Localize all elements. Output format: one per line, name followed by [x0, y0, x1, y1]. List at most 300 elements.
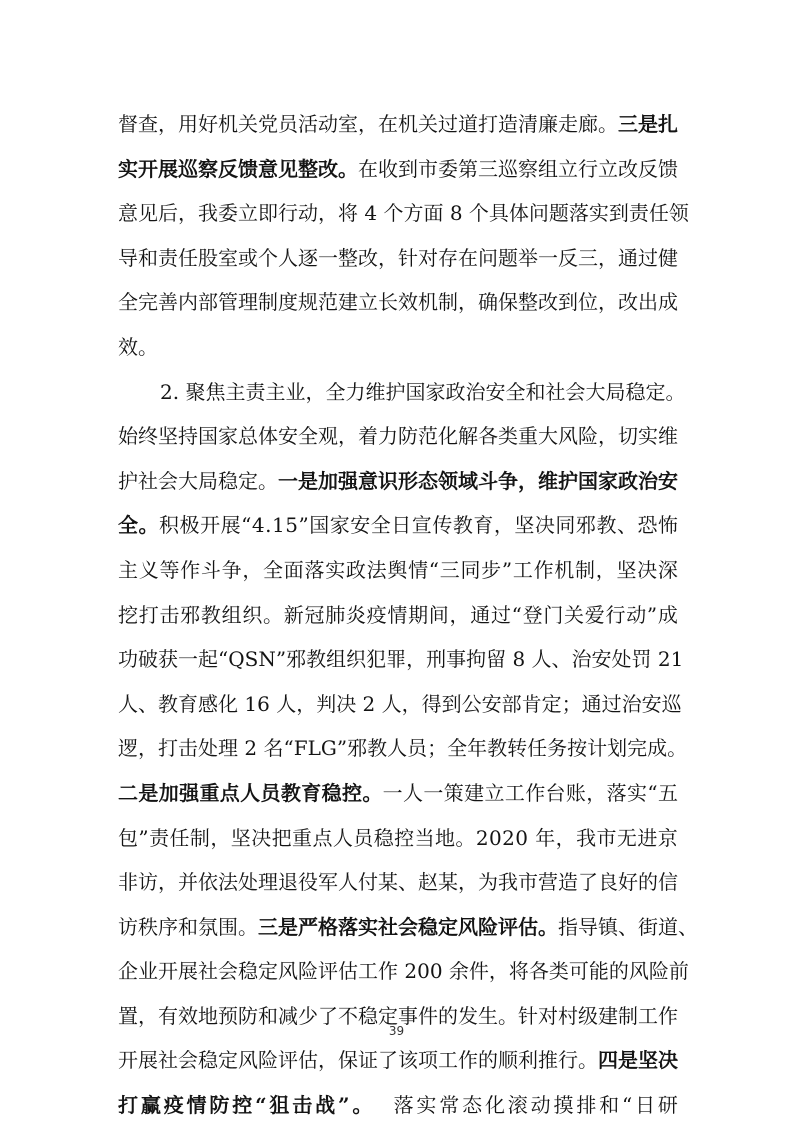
text-char: 并 [178, 870, 198, 895]
text-char: 。 [138, 513, 159, 538]
text-char: 顺 [498, 1048, 518, 1073]
text-char: 维 [538, 468, 558, 493]
text-line [118, 593, 678, 638]
text-char: 开 [158, 959, 178, 984]
text-char: 加 [318, 468, 338, 493]
text-char: 改 [538, 290, 558, 315]
text-char: 作 [533, 557, 554, 582]
text-char: 焦 [205, 379, 226, 404]
text-char: 估 [338, 959, 358, 984]
text-char: 立 [484, 780, 505, 805]
text-char: 大 [538, 424, 558, 449]
text-char: 定 [378, 1003, 398, 1028]
text-char: 2 [244, 736, 258, 761]
text-char: 破 [138, 647, 158, 672]
text-char: 建 [464, 780, 485, 805]
text-char: 改 [318, 156, 338, 181]
text-char: 实 [358, 914, 378, 939]
text-char: ” [275, 647, 287, 672]
text-char: 动 [318, 112, 338, 136]
text-char: 情 [387, 602, 408, 627]
text-char: 用 [178, 112, 198, 136]
text-char: 展 [220, 513, 241, 538]
text-line [118, 325, 678, 370]
text-char: 各 [528, 959, 549, 984]
text-char: 法 [366, 557, 387, 582]
text-char: N [258, 647, 276, 672]
page-number: 39 [388, 1024, 405, 1038]
text-char: 人 [332, 825, 353, 850]
text-char: 立 [238, 201, 258, 226]
text-char: 定 [645, 379, 666, 404]
text-char: “ [283, 736, 294, 761]
text-char: 委 [218, 201, 238, 226]
text-char: 新 [283, 602, 304, 627]
text-char: 人 [338, 870, 358, 895]
text-char: 是 [298, 468, 318, 493]
text-char: 关 [418, 112, 438, 136]
text-char: 坚 [514, 513, 535, 538]
text-char: 立 [358, 290, 378, 315]
text-char: 三 [478, 156, 498, 181]
text-char: 险 [648, 959, 669, 984]
text-char: 我 [198, 201, 218, 226]
text-char: 留 [486, 647, 507, 672]
text-char: 、 [398, 870, 418, 895]
text-char: 全 [118, 290, 138, 315]
text-char: 强 [179, 780, 200, 805]
text-char: 定 [438, 914, 458, 939]
text-char: 过 [438, 112, 458, 136]
text-char: 工 [638, 1003, 658, 1028]
text-char: “ [241, 513, 252, 538]
text-char: ” [501, 557, 513, 582]
text-char: 局 [605, 379, 626, 404]
text-char: 按 [567, 736, 588, 761]
text-char: 研 [657, 1093, 678, 1118]
text-char: 机 [398, 112, 418, 136]
text-char: 开 [138, 156, 158, 181]
text-char: 问 [478, 245, 498, 270]
text-char: 馈 [658, 156, 678, 181]
text-char: 同 [555, 513, 576, 538]
text-char: 机 [418, 290, 438, 315]
text-char: 的 [608, 959, 629, 984]
text-char: ， [493, 513, 514, 538]
text-char: ， [210, 825, 231, 850]
text-char: 社 [378, 914, 398, 939]
text-char: 行 [558, 1048, 578, 1073]
text-char: 各 [478, 424, 498, 449]
text-char: 安 [591, 647, 612, 672]
text-char: 管 [218, 290, 238, 315]
text-char: 委 [438, 156, 458, 181]
text-char: “ [622, 1093, 633, 1118]
text-char: 将 [338, 201, 358, 226]
text-char [384, 1083, 390, 1128]
text-char: ， [318, 1048, 338, 1073]
text-char: 良 [598, 870, 618, 895]
text-char: ， [458, 870, 478, 895]
text-char: 情 [408, 557, 429, 582]
text-char: 2 [475, 825, 489, 850]
text-char: 治 [571, 647, 592, 672]
text-char: 风 [278, 959, 298, 984]
text-char: 化 [218, 691, 238, 716]
text-char: ， [158, 870, 178, 895]
text-char: 定 [238, 468, 258, 493]
text-char: 利 [518, 1048, 538, 1073]
text-char: ， [598, 424, 618, 449]
text-char: 和 [178, 914, 198, 939]
text-char: 访 [118, 914, 138, 939]
text-char: 斗 [478, 468, 498, 493]
text-char: 街 [638, 914, 658, 939]
text-char: 大 [178, 468, 198, 493]
text-char: 人 [403, 780, 424, 805]
text-char: 国 [578, 468, 598, 493]
text-char: 定 [541, 691, 562, 716]
text-char: 巡 [178, 156, 198, 181]
text-char: 、 [138, 691, 158, 716]
text-char: 国 [309, 513, 330, 538]
body-text [118, 102, 698, 1128]
text-char: 的 [478, 1048, 498, 1073]
text-char: 恐 [637, 513, 658, 538]
text-char: “ [255, 1093, 267, 1118]
text-char: ， [296, 691, 317, 716]
text-char: 家 [598, 468, 618, 493]
text-char: 作 [458, 1048, 478, 1073]
text-char: 查 [138, 112, 158, 136]
text-char: 某 [438, 870, 458, 895]
text-char: 宣 [411, 513, 432, 538]
text-char: 好 [198, 112, 218, 136]
text-char: ， [595, 557, 616, 582]
text-char: 。 [598, 112, 618, 136]
text-line [118, 771, 678, 816]
text-char: 义 [138, 557, 159, 582]
text-char: 具 [488, 201, 509, 226]
text-char: 落 [338, 914, 358, 939]
text-char: 改 [618, 290, 638, 315]
text-char: 。 [667, 736, 688, 761]
text-char: 意 [358, 468, 378, 493]
text-char: 邪 [180, 602, 201, 627]
text-line [118, 102, 678, 147]
text-char: 业 [285, 379, 306, 404]
text-char: 织 [346, 647, 367, 672]
text-char: 稳 [238, 959, 258, 984]
text-char: 导 [118, 245, 138, 270]
text-char: 工 [504, 780, 525, 805]
text-char: 机 [218, 112, 238, 136]
text-char: 事 [446, 647, 467, 672]
text-char: 完 [627, 736, 648, 761]
text-char: 争 [498, 468, 518, 493]
text-char: 员 [407, 736, 428, 761]
text-char: 步 [481, 557, 502, 582]
text-char: 我 [498, 870, 518, 895]
text-line [118, 905, 698, 950]
text-line [118, 949, 689, 994]
text-char: 险 [258, 1048, 278, 1073]
text-char: 估 [518, 914, 538, 939]
text-char: 防 [238, 1003, 258, 1028]
text-char: 、 [551, 647, 572, 672]
text-char: 年 [467, 736, 488, 761]
text-char: 聚 [185, 379, 206, 404]
text-char: 育 [178, 691, 198, 716]
text-char: 察 [518, 156, 538, 181]
text-char: 0 [488, 825, 502, 850]
text-char: 通 [470, 602, 491, 627]
text-char: 造 [558, 870, 578, 895]
text-char: 当 [414, 825, 435, 850]
text-char: 实 [118, 156, 138, 181]
text-char: 建 [338, 290, 358, 315]
text-char: 拘 [466, 647, 487, 672]
text-char: 排 [576, 1093, 597, 1118]
text-char: 防 [209, 1093, 230, 1118]
text-char: 导 [578, 914, 598, 939]
text-char: 赢 [140, 1093, 161, 1118]
text-char: 判 [316, 691, 337, 716]
text-char: 后 [158, 201, 178, 226]
text-char: 2 [404, 959, 418, 984]
text-char: 一 [278, 468, 298, 493]
text-char: 会 [178, 1048, 198, 1073]
text-char: 安 [485, 379, 506, 404]
text-char: 理 [258, 870, 278, 895]
text-char: 0 [429, 959, 443, 984]
text-char: 解 [458, 424, 478, 449]
text-line [118, 280, 678, 325]
text-char: 事 [398, 1003, 418, 1028]
text-char: 部 [501, 691, 522, 716]
text-char: 爱 [584, 602, 605, 627]
text-char: 通 [618, 245, 638, 270]
text-char: 击 [292, 1093, 313, 1118]
text-char: 治 [638, 468, 658, 493]
text-char: 整 [518, 290, 538, 315]
text-char: 务 [547, 736, 568, 761]
text-line [118, 370, 686, 415]
text-char: 获 [158, 647, 178, 672]
text-char: 教 [306, 647, 327, 672]
text-char: 家 [218, 424, 238, 449]
text-char: “ [218, 647, 229, 672]
text-char: ” [336, 736, 348, 761]
text-char: 作 [378, 959, 398, 984]
text-char: 终 [138, 424, 158, 449]
text-char: 氛 [198, 914, 218, 939]
text-char: 怖 [657, 513, 678, 538]
text-char: “ [511, 602, 522, 627]
text-char: 切 [618, 424, 638, 449]
text-char: 织 [242, 602, 263, 627]
text-char: 教 [280, 780, 301, 805]
text-char [528, 816, 534, 861]
text-char: 等 [159, 557, 180, 582]
text-char: 造 [498, 112, 518, 136]
text-char: F [293, 736, 308, 761]
text-char: 国 [405, 379, 426, 404]
text-char: 。 [362, 780, 383, 805]
text-char: 市 [418, 156, 438, 181]
text-char: 。 [338, 156, 358, 181]
text-char: 家 [329, 513, 350, 538]
text-char: 评 [278, 1048, 298, 1073]
text-char: 登 [522, 602, 543, 627]
text-char: 风 [458, 914, 478, 939]
text-char: 前 [668, 959, 689, 984]
text-char: 政 [445, 379, 466, 404]
text-line [118, 1083, 678, 1128]
text-char: 组 [221, 602, 242, 627]
text-char: 到 [608, 201, 629, 226]
text-char: 人 [531, 647, 552, 672]
text-char: 全 [370, 513, 391, 538]
text-char: 三 [439, 557, 460, 582]
text-char: 主 [265, 379, 286, 404]
text-char: 工 [438, 1048, 458, 1073]
text-char: 人 [278, 245, 298, 270]
text-char: 扎 [658, 112, 678, 136]
text-line [118, 503, 678, 548]
text-char: 题 [498, 245, 518, 270]
text-char: 我 [576, 825, 597, 850]
text-char: ” [646, 602, 658, 627]
text-char: 举 [518, 245, 538, 270]
text-char: 针 [398, 245, 418, 270]
text-char: 了 [578, 870, 598, 895]
text-char: Q [228, 647, 245, 672]
text-char: 。 [263, 602, 284, 627]
text-char: 员 [278, 112, 298, 136]
text-char: 市 [596, 825, 617, 850]
text-char: 决 [251, 825, 272, 850]
text-char: 稳 [198, 1048, 218, 1073]
text-char: 工 [512, 557, 533, 582]
text-char: 是 [638, 112, 658, 136]
text-char: ， [458, 290, 478, 315]
text-char: 京 [657, 825, 678, 850]
text-char: 体 [508, 201, 529, 226]
text-char: 6 [257, 691, 270, 716]
text-char: 格 [318, 914, 338, 939]
text-char: 范 [318, 290, 338, 315]
text-char: 地 [434, 825, 455, 850]
text-char: 风 [558, 424, 578, 449]
text-char: 护 [118, 468, 138, 493]
text-char: 走 [558, 112, 578, 136]
text-char: 落 [393, 1093, 414, 1118]
text-char: 转 [507, 736, 528, 761]
text-char: 任 [527, 736, 548, 761]
text-char: 政 [618, 468, 638, 493]
text-char: 落 [568, 201, 589, 226]
text-char: 巡 [498, 156, 518, 181]
text-char: 稳 [218, 468, 238, 493]
text-char: 家 [425, 379, 446, 404]
text-char: 方 [403, 201, 424, 226]
text-char: 全 [263, 557, 284, 582]
text-char: 制 [618, 1003, 638, 1028]
text-char: 击 [159, 602, 180, 627]
text-char: 和 [138, 245, 158, 270]
text-char: 安 [278, 424, 298, 449]
text-char: 问 [528, 201, 549, 226]
text-char: 人 [387, 736, 408, 761]
text-char: 击 [178, 736, 198, 761]
text-char: 台 [545, 780, 566, 805]
text-char: ， [401, 691, 422, 716]
text-char: ， [555, 825, 576, 850]
text-char: 付 [358, 870, 378, 895]
text-line [118, 637, 684, 682]
text-char: 理 [218, 736, 238, 761]
text-char: 情 [186, 1093, 207, 1118]
text-char: 深 [657, 557, 678, 582]
text-char: 将 [508, 959, 529, 984]
text-char: 决 [658, 1048, 678, 1073]
text-char: 实 [588, 201, 609, 226]
text-char: 1 [244, 691, 258, 716]
text-char: ， [138, 1003, 158, 1028]
text-char: 点 [312, 825, 333, 850]
text-char: 。 [665, 379, 686, 404]
text-char: 行 [278, 201, 298, 226]
text-char: 规 [298, 290, 318, 315]
text-char: 总 [238, 424, 258, 449]
text-char: 廉 [538, 112, 558, 136]
text-char: 围 [218, 914, 238, 939]
text-char: 发 [458, 1003, 478, 1028]
text-char: 有 [158, 1003, 178, 1028]
text-char: 、 [616, 513, 637, 538]
text-char: 逻 [118, 736, 138, 761]
text-char: 险 [478, 914, 498, 939]
text-char: 。 [352, 1093, 373, 1118]
text-char: 社 [198, 959, 218, 984]
text-char: 争 [221, 557, 242, 582]
text-char: 育 [473, 513, 494, 538]
text-char: 肺 [325, 602, 346, 627]
text-char: 人 [381, 691, 402, 716]
text-char: 处 [238, 870, 258, 895]
text-char: 馈 [238, 156, 258, 181]
text-char: 意 [118, 201, 138, 226]
text-char: 稳 [418, 914, 438, 939]
text-char: 在 [378, 112, 398, 136]
text-char: 重 [518, 424, 538, 449]
text-char: 坚 [158, 424, 178, 449]
text-char: 0 [515, 825, 529, 850]
text-char: 公 [461, 691, 482, 716]
text-char: 任 [169, 825, 190, 850]
text-char: 疫 [366, 602, 387, 627]
text-char: 治 [465, 379, 486, 404]
text-char: 面 [423, 201, 444, 226]
text-char: ， [598, 290, 618, 315]
text-char: 常 [439, 1093, 460, 1118]
text-char: 教 [367, 736, 388, 761]
text-char: 力 [345, 379, 366, 404]
text-char: 关 [564, 602, 585, 627]
text-char: 大 [585, 379, 606, 404]
text-char: 不 [338, 1003, 358, 1028]
